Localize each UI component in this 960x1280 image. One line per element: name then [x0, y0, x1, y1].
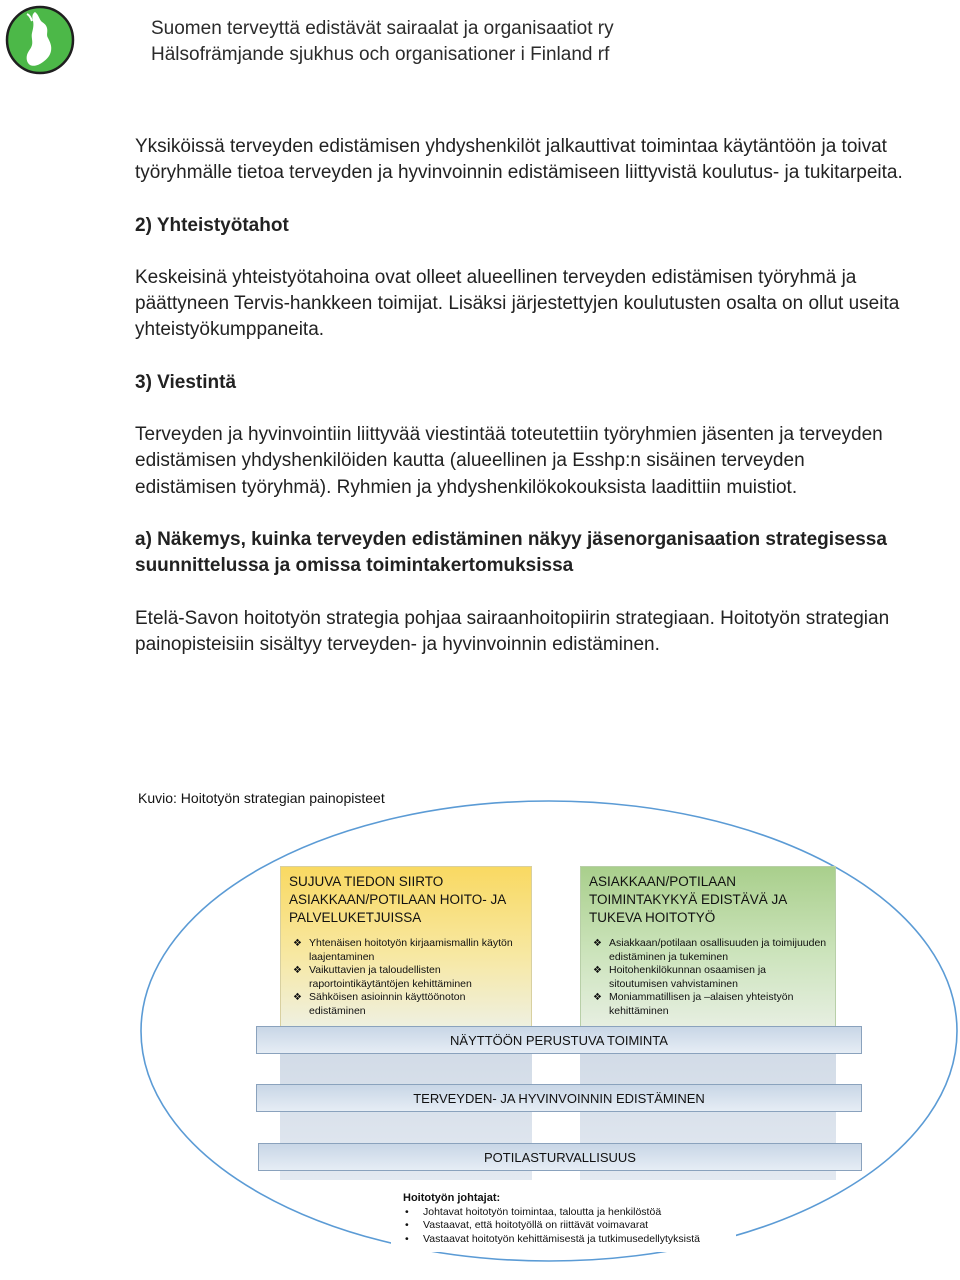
leaders-item: • Vastaavat hoitotyön kehittämisestä ja tutkimusedellytyksistä	[403, 1233, 736, 1246]
leaders-item: • Vastaavat, että hoitotyöllä on riittävät voimavarat	[403, 1219, 736, 1232]
leaders-item: • Johtavat hoitotyön toimintaa, taloutta ja henkilöstöä	[403, 1206, 736, 1219]
right-box-item: ❖ Asiakkaan/potilaan osallisuuden ja toimijuuden edistäminen ja tukeminen	[593, 937, 827, 963]
organization-logo	[5, 4, 75, 76]
finland-map-icon	[5, 4, 75, 76]
diamond-bullet-icon: ❖	[293, 965, 302, 976]
diamond-bullet-icon: ❖	[593, 992, 602, 1003]
diamond-bullet-icon: ❖	[293, 938, 302, 949]
leaders-title: Hoitotyön johtajat:	[403, 1192, 501, 1204]
bar-patient-safety: POTILASTURVALLISUUS	[258, 1143, 862, 1171]
heading-communication: 3) Viestintä	[135, 371, 237, 393]
left-strategy-box	[280, 866, 532, 1030]
left-box-item: ❖ Yhtenäisen hoitotyön kirjaamismallin käytön laajentaminen	[293, 937, 513, 963]
paragraph-communication: Terveyden ja hyvinvointiin liittyvää viestintää toteutettiin työryhmien jäsenten ja terveyden edistämisen yhdyshenkilöiden kautta (alueellinen ja Esshp:n sisäinen terveyden edistämisen työryhmä). Ryhmien ja yhdyshenkilökokouksista laadittiin muistiot.	[135, 424, 883, 498]
diamond-bullet-icon: ❖	[593, 938, 602, 949]
right-box-item: ❖ Hoitohenkilökunnan osaamisen ja sitoutumisen vahvistaminen	[593, 964, 767, 990]
bar-evidence-based: NÄYTTÖÖN PERUSTUVA TOIMINTA	[256, 1026, 862, 1054]
bar-health-promotion: TERVEYDEN- JA HYVINVOINNIN EDISTÄMINEN	[256, 1084, 862, 1112]
paragraph-cooperation: Keskeisinä yhteistyötahoina ovat olleet alueellinen terveyden edistämisen työryhmä ja päättyneen Tervis-hankkeen toimijat. Lisäksi järjestettyjen koulutusten osalta on ollut useita yhteistyökumppaneita.	[135, 266, 900, 341]
paragraph-contact-persons: Yksiköissä terveyden edistämisen yhdyshenkilöt jalkauttivat toimintaa käytäntöön ja toivat työryhmälle tietoa terveyden ja hyvinvoinnin edistämiseen liittyvistä koulutus- ja tukitarpeita.	[135, 136, 903, 184]
right-box-item: ❖ Moniammatillisen ja –alaisen yhteistyön kehittäminen	[593, 991, 794, 1017]
organization-name-fi: Suomen terveyttä edistävät sairaalat ja organisaatiot ry	[151, 18, 614, 39]
diamond-bullet-icon: ❖	[293, 992, 302, 1003]
diamond-bullet-icon: ❖	[593, 965, 602, 976]
left-box-title: SUJUVA TIEDON SIIRTO ASIAKKAAN/POTILAAN HOITO- JA PALVELUKETJUISSA	[289, 874, 506, 925]
heading-cooperation: 2) Yhteistyötahot	[135, 214, 289, 236]
document-body	[135, 134, 905, 684]
right-box-list	[589, 937, 827, 1018]
organization-name-sv: Hälsofrämjande sjukhus och organisationer i Finland rf	[151, 44, 610, 65]
left-box-item: ❖ Vaikuttavien ja taloudellisten raportointikäytäntöjen kehittäminen	[293, 964, 472, 990]
figure-caption: Kuvio: Hoitotyön strategian painopisteet	[138, 790, 385, 806]
organization-name	[151, 16, 614, 68]
right-box-title: ASIAKKAAN/POTILAAN TOIMINTAKYKYÄ EDISTÄVÄ JA TUKEVA HOITOTYÖ	[589, 874, 787, 925]
heading-strategy-view: a) Näkemys, kuinka terveyden edistäminen näkyy jäsenorganisaation strategisessa suunnittelussa ja omissa toimintakertomuksissa	[135, 528, 887, 577]
left-box-list	[289, 937, 523, 1018]
left-box-item: ❖ Sähköisen asioinnin käyttöönoton edistäminen	[293, 991, 466, 1017]
right-strategy-box	[580, 866, 836, 1030]
leaders-list	[403, 1206, 736, 1246]
paragraph-strategy: Etelä-Savon hoitotyön strategia pohjaa sairaanhoitopiirin strategiaan. Hoitotyön strategian painopisteisiin sisältyy terveyden- ja hyvinvoinnin edistäminen.	[135, 607, 890, 655]
nursing-leaders-box	[391, 1188, 736, 1252]
